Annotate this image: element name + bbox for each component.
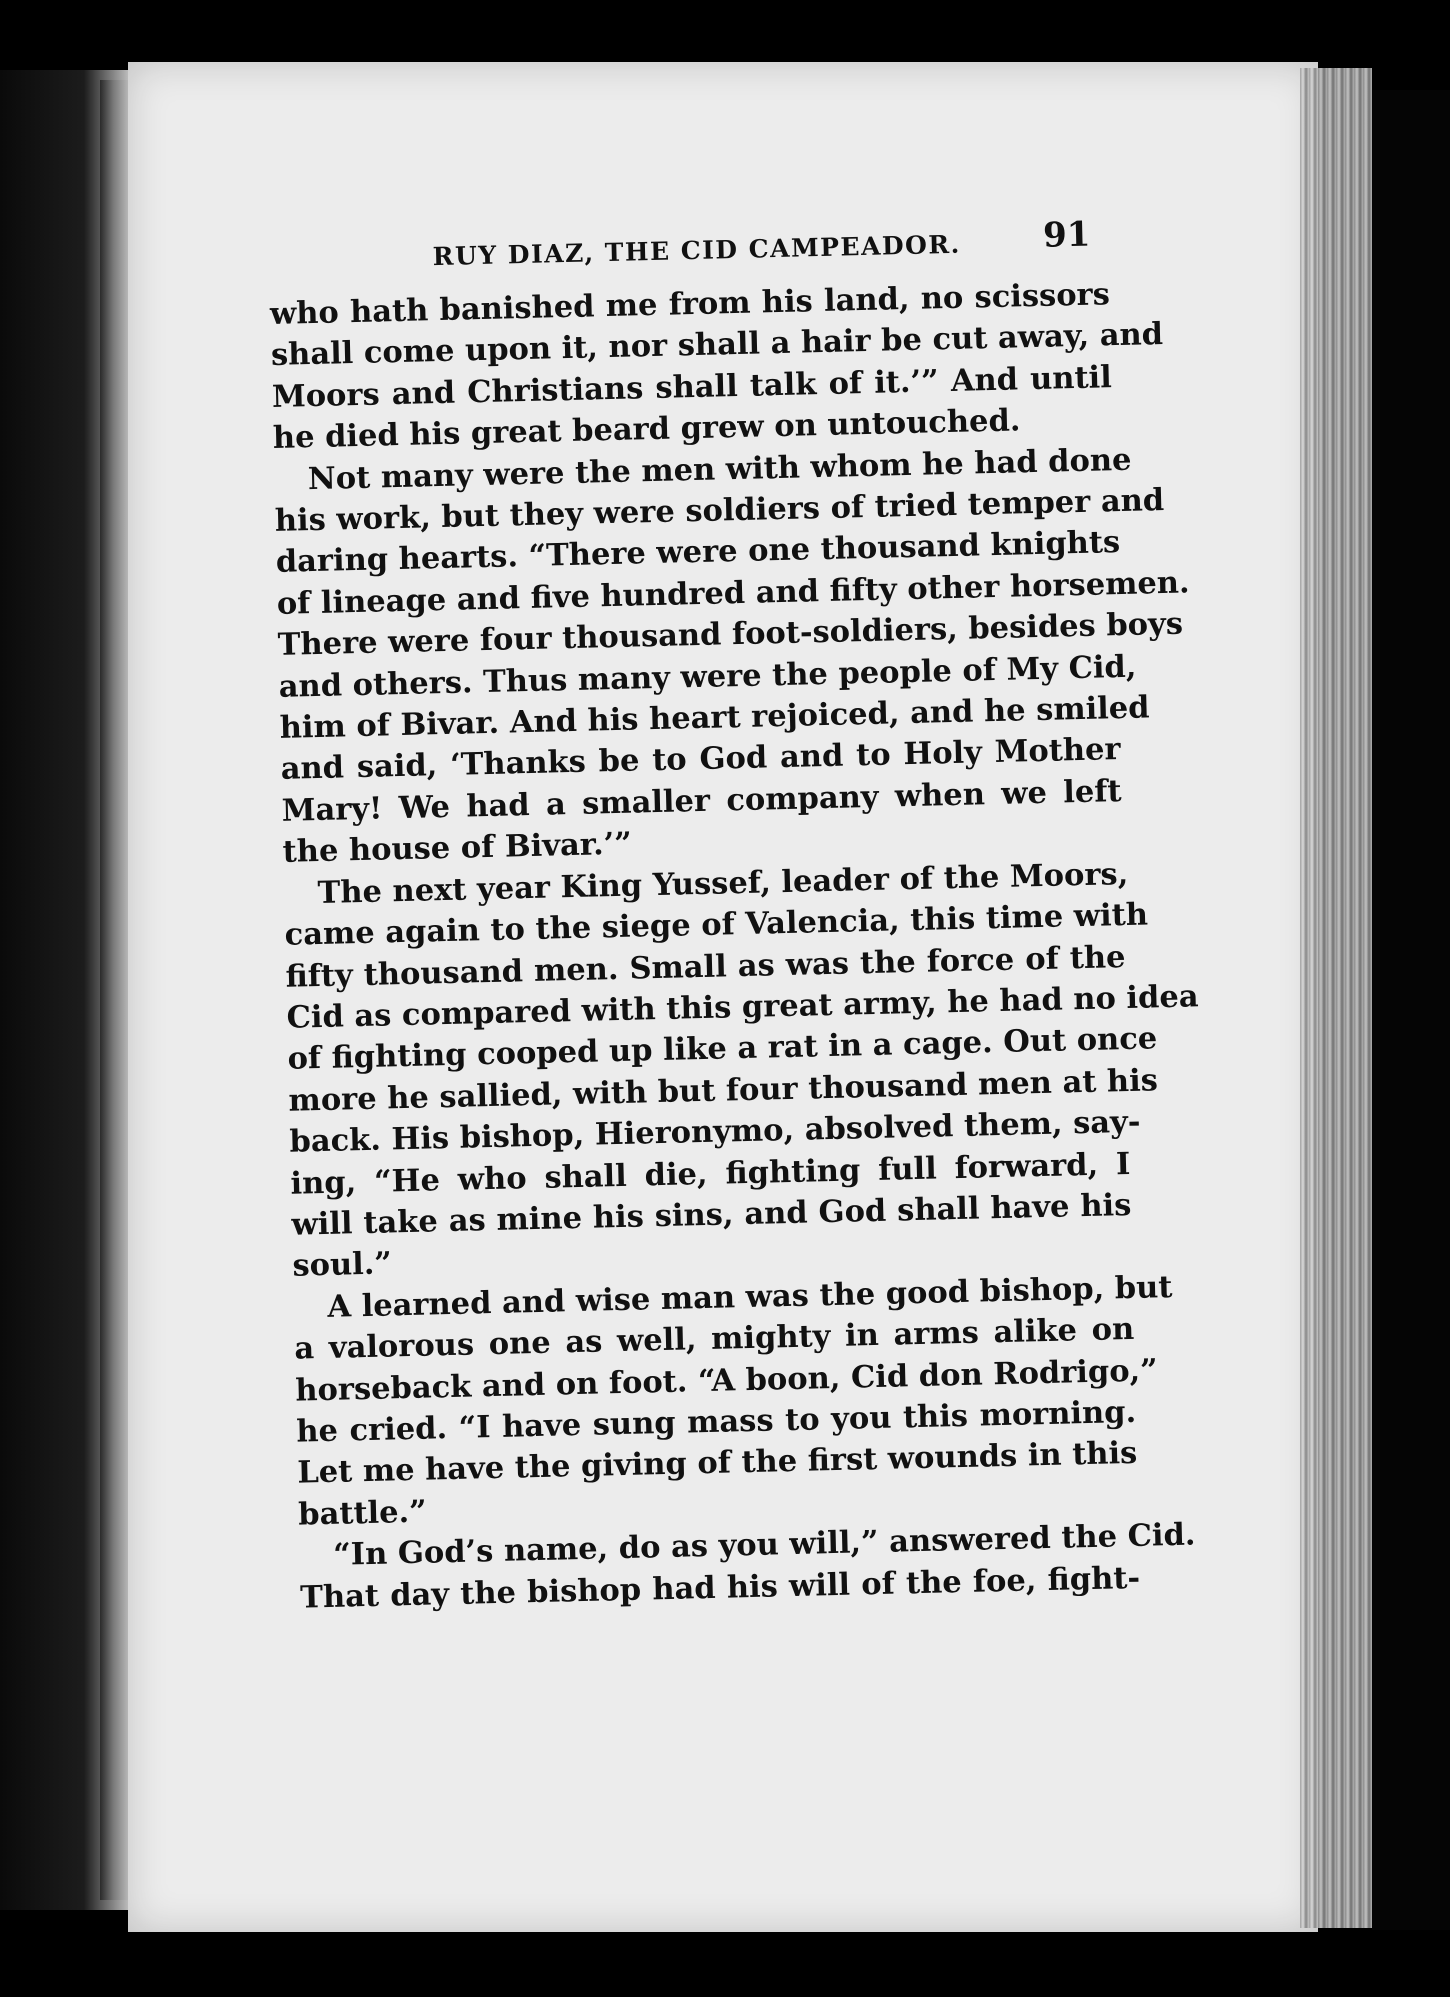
paragraph-first-line: A learned and wise man was the good bishop, but	[327, 1268, 1173, 1325]
scan-background-right	[1372, 90, 1450, 1930]
text-line: who hath banished me from his land, no scissors	[269, 276, 1111, 332]
text-line: the house of Bivar.’”	[282, 825, 633, 871]
text-line: of fighting cooped up like a rat in a cage. Out once	[287, 1020, 1158, 1078]
text-line: back. His bishop, Hieronymo, absolved them, say-	[289, 1103, 1141, 1160]
text-line: ing, “He who shall die, fighting full forward, I	[290, 1145, 1131, 1202]
text-line: he died his great beard grew on untouched.	[272, 402, 1021, 457]
running-head: RUY DIAZ, THE CID CAMPEADOR.	[432, 229, 962, 272]
text-line: soul.”	[292, 1245, 393, 1285]
text-line: daring hearts. “There were one thousand knights	[275, 524, 1121, 581]
text-line: and said, ‘Thanks be to God and to Holy Mother	[280, 731, 1121, 788]
text-line: will take as mine his sins, and God shall have his	[291, 1186, 1132, 1243]
body-text	[269, 274, 1199, 1618]
text-line: Moors and Christians shall talk of it.’” And until	[271, 358, 1113, 415]
text-line: his work, but they were soldiers of tried temper and	[274, 481, 1165, 539]
page-text-block	[268, 208, 1199, 1618]
text-line: shall come upon it, nor shall a hair be cut away, and	[270, 316, 1164, 374]
text-line: Mary! We had a smaller company when we left	[281, 772, 1122, 829]
text-line: he cried. “I have sung mass to you this morning.	[295, 1393, 1137, 1450]
paragraph-first-line: “In God’s name, do as you will,” answered the Cid.	[332, 1516, 1196, 1574]
page-number: 91	[1042, 214, 1091, 256]
text-line: came again to the siege of Valencia, this time with	[284, 896, 1149, 953]
page-fore-edge	[1300, 68, 1372, 1928]
text-line: fifty thousand men. Small as was the force of the	[285, 938, 1126, 995]
paragraph-first-line: The next year King Yussef, leader of the Moors,	[317, 855, 1129, 911]
text-line: him of Bivar. And his heart rejoiced, and he smiled	[279, 689, 1150, 746]
text-line: and others. Thus many were the people of My Cid,	[278, 648, 1137, 705]
text-line: more he sallied, with but four thousand men at his	[288, 1061, 1159, 1119]
text-line: of lineage and five hundred and fifty other horsemen.	[276, 564, 1190, 622]
text-line: a valorous one as well, mighty in arms alike on	[293, 1311, 1135, 1367]
text-line: Cid as compared with this great army, he had no idea	[286, 978, 1199, 1036]
text-line: That day the bishop had his will of the foe, fight-	[299, 1559, 1141, 1616]
text-line: battle.”	[297, 1493, 428, 1533]
text-line: Let me have the giving of the first wounds in this	[296, 1435, 1138, 1492]
paragraph-first-line: Not many were the men with whom he had done	[307, 441, 1132, 497]
text-line: There were four thousand foot-soldiers, besides boys	[277, 605, 1184, 664]
text-line: horseback and on foot. “A boon, Cid don Rodrigo,”	[294, 1351, 1159, 1409]
